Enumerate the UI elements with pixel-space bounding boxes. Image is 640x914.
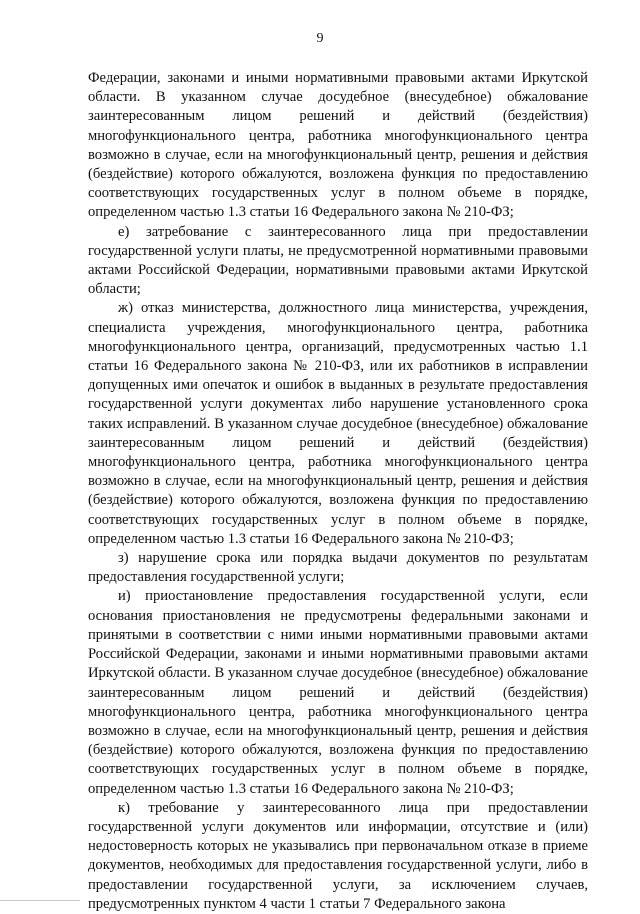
paragraph-item-i: и) приостановление предоставления государственной услуги, если основания приостановления не предусмотрены федеральными законами и принятыми в соответствии с ними иными нормативными правовыми актами Российской Федерации, законами и иными нормативными правовыми актами Иркутской области. В указанном случае досудебное (внесудебное) обжалование заинтересованным лицом решений и действий (бездействия) многофункционального центра, работника многофункционального центра возможно в случае, если на многофункциональный центр, решения и действия (бездействие) которого обжалуются, возложена функция по предоставлению соответствующих государственных услуг в полном объеме в порядке, определенном частью 1.3 статьи 16 Федерального закона № 210-ФЗ; bbox=[88, 588, 588, 797]
paragraph-item-e: е) затребование с заинтересованного лица при предоставлении государственной услуги платы, не предусмотренной нормативными правовыми актами Российской Федерации, нормативными правовыми актами Иркутской области; bbox=[88, 223, 588, 298]
page-number: 9 bbox=[316, 31, 324, 46]
paragraph-continuation: Федерации, законами и иными нормативными правовыми актами Иркутской области. В указанном случае досудебное (внесудебное) обжалование заинтересованным лицом решений и действий (бездействия) многофункционального центра, работника многофункционального центра возможно в случае, если на многофункциональный центр, решения и действия (бездействие) которого обжалуются, возложена функция по предоставлению соответствующих государственных услуг в полном объеме в порядке, определенном частью 1.3 статьи 16 Федерального закона № 210-ФЗ; bbox=[88, 70, 588, 221]
paragraph-item-z: з) нарушение срока или порядка выдачи документов по результатам предоставления государственной услуги; bbox=[88, 550, 588, 586]
footer-rule bbox=[0, 900, 80, 901]
body-text bbox=[88, 69, 588, 914]
paragraph-item-zh: ж) отказ министерства, должностного лица министерства, учреждения, специалиста учреждения, многофункционального центра, работника многофункционального центра, организаций, предусмотренных частью 1.1 статьи 16 Федерального закона № 210-ФЗ, или их работников в исправлении допущенных ими опечаток и ошибок в выданных в результате предоставления государственной услуги документах либо нарушение установленного срока таких исправлений. В указанном случае досудебное (внесудебное) обжалование заинтересованным лицом решений и действий (бездействия) многофункционального центра, работника многофункционального центра возможно в случае, если на многофункциональный центр, решения и действия (бездействие) которого обжалуются, возложена функция по предоставлению соответствующих государственных услуг в полном объеме в порядке, определенном частью 1.3 статьи 16 Федерального закона № 210-ФЗ; bbox=[88, 300, 588, 547]
paragraph-item-k: к) требование у заинтересованного лица при предоставлении государственной услуги документов или информации, отсутствие и (или) недостоверность которых не указывались при первоначальном отказе в приеме документов, необходимых для предоставления государственной услуги, либо в предоставлении государственной услуги, за исключением случаев, предусмотренных пунктом 4 части 1 статьи 7 Федерального закона bbox=[88, 799, 588, 912]
